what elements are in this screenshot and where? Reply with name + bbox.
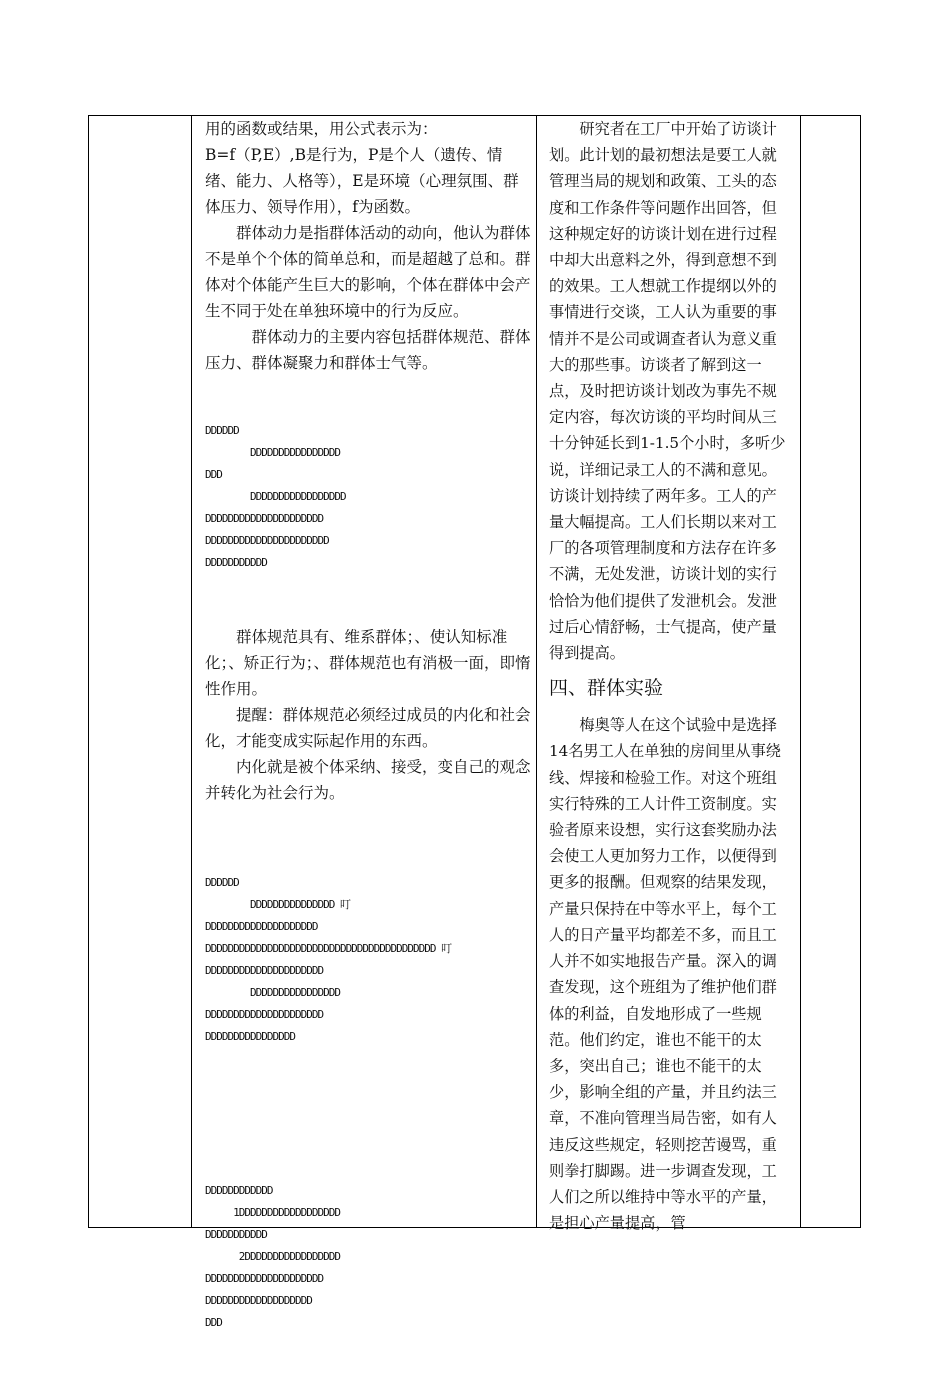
garbled-block-2: DDDDDD DDDDDDDDDDDDDDD 叮 DDDDDDDDDDDDDDDDDDDD DDDDDDDDDDDDDDDDDDDDDDDDDDDDDDDDDDDDDDDDD 叮 DDDDDDDDDDDDDDDDDDDDD DDDDDDDDDDDDDDDD DDDDDDDDDDDDDDDDDDDDD DDDDDDDDDDDDDDDD	[205, 876, 452, 1043]
column-divider-2	[536, 116, 537, 1227]
garbled-block-1: DDDDDD DDDDDDDDDDDDDDDD DDD DDDDDDDDDDDDDDDDD DDDDDDDDDDDDDDDDDDDDD DDDDDDDDDDDDDDDDDDDDDD DDDDDDDDDDD	[205, 424, 346, 569]
group-norms-paragraph: 群体规范具有、维系群体；、使认知标准化；、矫正行为；、群体规范也有消极一面，即惰性作用。	[205, 628, 531, 698]
middle-column	[205, 116, 533, 1329]
garbled-block-3: DDDDDDDDDDDD 1DDDDDDDDDDDDDDDDDD DDDDDDDDDDD 2DDDDDDDDDDDDDDDDD DDDDDDDDDDDDDDDDDDDDD DDDDDDDDDDDDDDDDDDD DDD	[205, 1184, 340, 1329]
group-dynamics-content-paragraph: 群体动力的主要内容包括群体规范、群体压力、群体凝聚力和群体士气等。	[205, 328, 531, 372]
formula-text: B=f（P,E）,B是行为，P是个人（遗传、情绪、能力、人格等），E是环境（心理氛围、群体压力、领导作用），f为函数。	[205, 146, 519, 216]
group-dynamics-paragraph: 群体动力是指群体活动的动向，他认为群体不是单个个体的简单总和，而是超越了总和。群体对个体能产生巨大的影响，个体在群体中会产生不同于处在单独环境中的行为反应。	[205, 224, 531, 320]
document-table	[88, 115, 861, 1329]
column-divider-1	[191, 116, 192, 1227]
interview-paragraph: 研究者在工厂中开始了访谈计划。此计划的最初想法是要工人就管理当局的规划和政策、工头的态度和工作条件等问题作出回答，但这种规定好的访谈计划在进行过程中却大出意料之外，得到意想不到的效果。工人想就工作提纲以外的事情进行交谈，工人认为重要的事情并不是公司或调查者认为意义重大的那些事。访谈者了解到这一点，及时把访谈计划改为事先不规定内容，每次访谈的平均时间从三十分钟延长到1-1.5个小时，多听少说，详细记录工人的不满和意见。访谈计划持续了两年多。工人的产量大幅提高。工人们长期以来对工厂的各项管理制度和方法存在许多不满，无处发泄，访谈计划的实行恰恰为他们提供了发泄机会。发泄过后心情舒畅，士气提高，使产量得到提高。	[549, 120, 786, 663]
internalization-paragraph: 内化就是被个体采纳、接受，变自己的观念并转化为社会行为。	[205, 758, 531, 802]
column-divider-3	[800, 116, 801, 1227]
formula-intro: 用的函数或结果，用公式表示为：	[205, 120, 438, 138]
reminder-paragraph: 提醒：群体规范必须经过成员的内化和社会化，才能变成实际起作用的东西。	[205, 706, 531, 750]
group-experiment-paragraph: 梅奥等人在这个试验中是选择14名男工人在单独的房间里从事绕线、焊接和检验工作。对这个班组实行特殊的工人计件工资制度。实验者原来设想，实行这套奖励办法会使工人更加努力工作，以便得到更多的报酬。但观察的结果发现，产量只保持在中等水平上，每个工人的日产量平均都差不多，而且工人并不如实地报告产量。深入的调查发现，这个班组为了维护他们群体的利益，自发地形成了一些规范。他们约定，谁也不能干的太多，突出自己；谁也不能干的太少，影响全组的产量，并且约法三章，不准向管理当局告密，如有人违反这些规定，轻则挖苦谩骂，重则拳打脚踢。进一步调查发现，工人们之所以维持中等水平的产量，是担心产量提高，管	[549, 716, 781, 1233]
right-column	[549, 116, 789, 1233]
section-heading: 四、群体实验	[549, 677, 664, 700]
